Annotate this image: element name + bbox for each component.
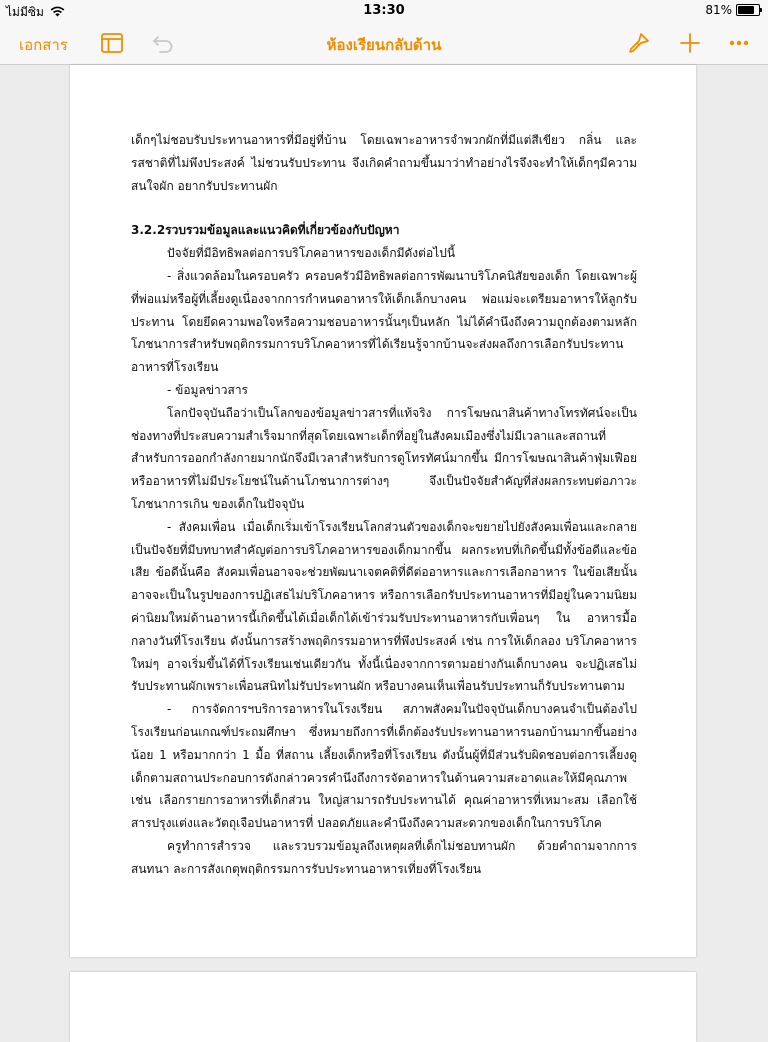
document-paragraph: - สิ่งแวดล้อมในครอบครัว ครอบครัวมีอิทธิพลต่อการพัฒนาบริโภคนิสัยของเด็ก โดยเฉพาะผู้ที่พ่อแม่หรือผู้ที่เลี้ยงดูเนื่องจากการกำหนดอาหารให้เด็กเล็กบางคน พ่อแม่จะเตรียมอาหารให้ลูกรับประทาน โดยยึดความพอใจหรือความชอบอาหารนั้นๆเป็นหลัก ไม่ได้คำนึงถึงความถูกต้องตามหลักโภชนาการสำหรับพฤติกรรมการบริโภคอาหารที่ได้เรียนรู้จากบ้านจะส่งผลถึงการเลือกรับประทานอาหารที่โรงเรียน <box>131 268 637 375</box>
status-bar <box>0 0 768 22</box>
document-page[interactable] <box>70 65 696 957</box>
next-document-page[interactable] <box>70 972 696 1042</box>
format-brush-icon[interactable] <box>626 31 652 55</box>
document-paragraph: - สังคมเพื่อน เมื่อเด็กเริ่มเข้าโรงเรียนโลกส่วนตัวของเด็กจะขยายไปยังสังคมเพื่อนและกลายเป็นปัจจัยที่มีบทบาทสำคัญต่อการบริโภคอาหารของเด็กมากขึ้น ผลกระทบที่เกิดขึ้นมีทั้งข้อดีและข้อเสีย ข้อดีนั้นคือ สังคมเพื่อนอาจจะช่วยพัฒนาเจตคติที่ดีต่ออาหารและการเลือกอาหาร ในข้อเสียนั้น อาจจะเป็นในรูปของการปฏิเสธไม่บริโภคอาหาร หรือการเลือกรับประทานอาหารที่มีอยู่ในความนิยมค่านิยมใหม่ด้านอาหารนี้เกิดขึ้นได้เมื่อเด็กได้เข้าร่วมรับประทานอาหารกับเพื่อนๆ ใน อาหารมื้อกลางวันที่โรงเรียน ดังนั้นการสร้างพฤติกรรมอาหารที่พึงประสงค์ เช่น การให้เด็กลอง บริโภคอาหารใหม่ๆ อาจเริ่มขึ้นได้ที่โรงเรียนเช่นเดียวกัน ทั้งนี้เนื่องจากการตามอย่างกันเด็กบางคน จะปฏิเสธไม่รับประทานผักเพราะเพื่อนสนิทไม่รับประทานผัก หรือบางคนเห็นเพื่อนรับประทานก็รับประทานตาม <box>131 519 637 694</box>
document-paragraph: เด็กๆไม่ชอบรับประทานอาหารที่มีอยู่ที่บ้าน โดยเฉพาะอาหารจำพวกผักที่มีแต่สีเขียว กลิ่น และรสชาติที่ไม่พึงประสงค์ ไม่ชวนรับประทาน จึงเกิดคำถามขึ้นมาว่าทำอย่างไรจึงจะทำให้เด็กๆมีความสนใจผัก อยากรับประทานผัก <box>131 133 637 193</box>
battery-percent: 81% <box>705 3 732 17</box>
document-paragraph: - การจัดการฯบริการอาหารในโรงเรียน สภาพสังคมในปัจจุบันเด็กบางคนจำเป็นต้องไปโรงเรียนก่อนเกณฑ์ประถมศึกษา ซึ่งหมายถึงการที่เด็กต้องรับประทานอาหารนอกบ้านมากขึ้นอย่างน้อย 1 หรือมากกว่า 1 มื้อ ที่สถาน เลี้ยงเด็กหรือที่โรงเรียน ดังนั้นผู้ที่มีส่วนรับผิดชอบต่อการเลี้ยงดูเด็กตามสถานประกอบการดังกล่าวควรคำนึงถึงการจัดอาหารในด้านความสะอาดและให้มีคุณภาพ เช่น เลือกรายการอาหารที่เด็กส่วน ใหญ่สามารถรับประทานได้ คุณค่าอาหารที่เหมาะสม เลือกใช้สารปรุงแต่งและวัตถุเจือปนอาหารที่ ปลอดภัยและคำนึงถึงความสะดวกของเด็กในการบริโภค <box>131 702 637 831</box>
status-time: 13:30 <box>363 3 405 18</box>
more-icon[interactable] <box>727 31 751 55</box>
carrier-label: ไม่มีซิม <box>6 5 44 19</box>
documents-button[interactable]: เอกสาร <box>19 36 68 54</box>
battery-icon <box>736 4 760 16</box>
document-paragraph: ปัจจัยที่มีอิทธิพลต่อการบริโภคอาหารของเด็กมีดังต่อไปนี้ <box>167 246 456 261</box>
battery-level-fill <box>738 6 754 14</box>
add-icon[interactable] <box>678 31 702 55</box>
document-paragraph: ครูทำการสำรวจ และรวบรวมข้อมูลถึงเหตุผลที่เด็กไม่ชอบทานผัก ด้วยคำถามจากการสนทนา ละการสังเกตุพฤติกรรมการรับประทานอาหารเที่ยงที่โรงเรียน <box>131 838 637 876</box>
section-heading: 3.2.2รวบรวมข้อมูลและแนวคิดที่เกี่ยวข้องกับปัญหา <box>131 223 400 238</box>
status-right <box>705 3 760 17</box>
document-title[interactable]: ห้องเรียนกลับด้าน <box>326 36 442 54</box>
undo-icon[interactable] <box>151 31 175 55</box>
document-paragraph: - ข้อมูลข่าวสาร <box>167 382 249 397</box>
app-toolbar <box>0 22 768 65</box>
document-body[interactable] <box>131 129 637 881</box>
document-paragraph: โลกปัจจุบันถือว่าเป็นโลกของข้อมูลข่าวสารที่แท้จริง การโฆษณาสินค้าทางโทรทัศน์จะเป็นช่องทางที่ประสบความสำเร็จมากที่สุดโดยเฉพาะเด็กที่อยู่ในสังคมเมืองซึ่งไม่มีเวลาและสถานที่ สำหรับการออกกำลังกายมากนักจึงมีเวลาสำหรับการดูโทรทัศน์มากขึ้น มีการโฆษณาสินค้าฟุ่มเฟือย หรืออาหารที่ไม่มีประโยชน์ในด้านโภชนาการต่างๆ จึงเป็นปัจจัยสำคัญที่ส่งผลกระทบต่อภาวะโภชนาการเกิน ของเด็กในปัจจุบัน <box>131 405 637 511</box>
view-options-icon[interactable] <box>100 31 124 55</box>
